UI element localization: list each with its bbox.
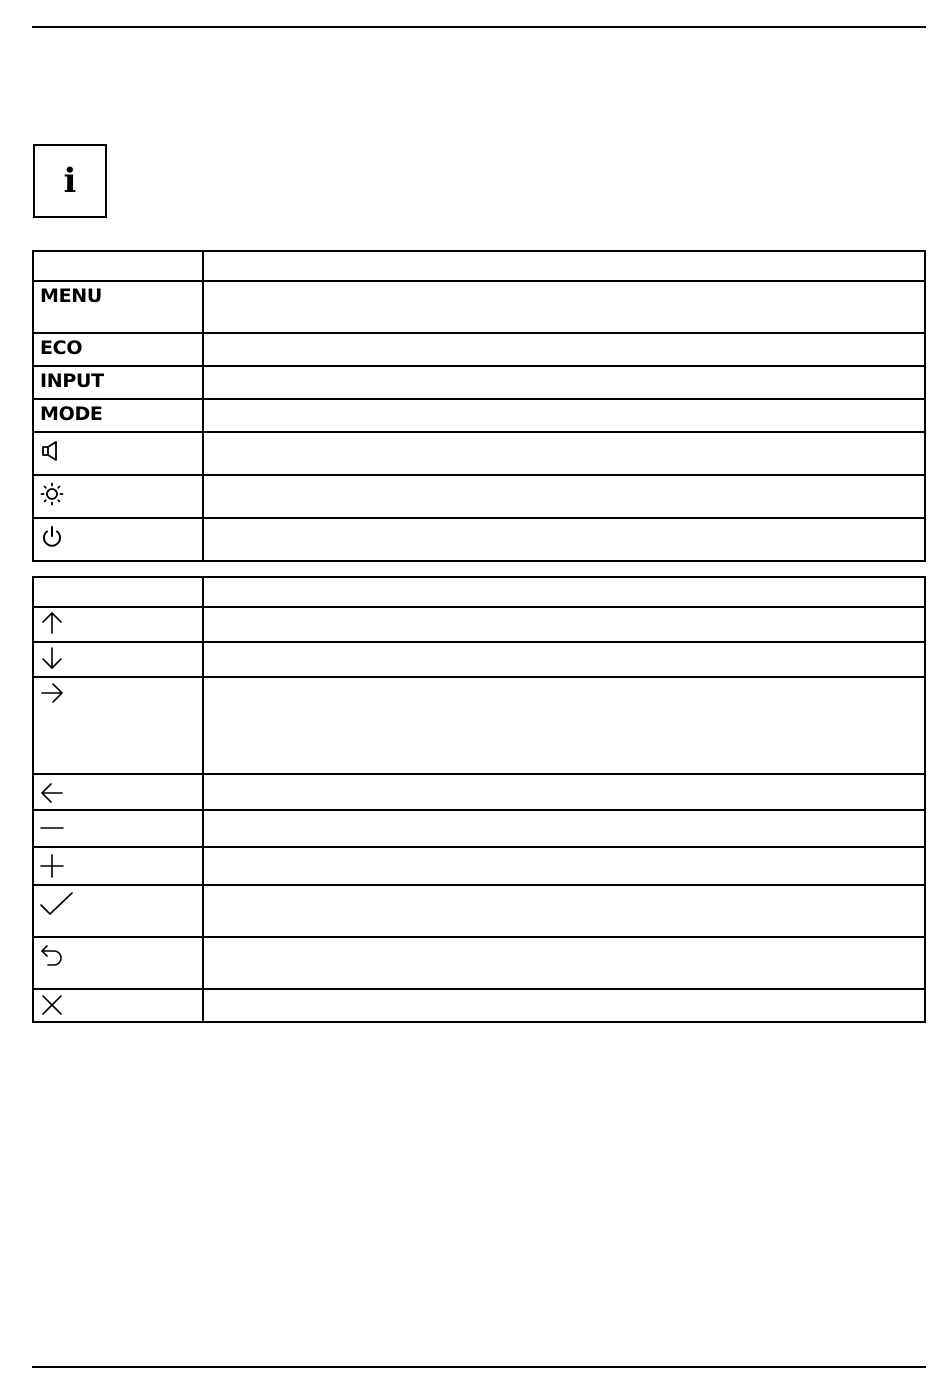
table-row	[33, 677, 925, 774]
input-button-label: INPUT	[40, 370, 104, 392]
description-cell	[203, 475, 925, 518]
table-row	[33, 281, 925, 333]
description-cell	[203, 281, 925, 333]
key-cell	[33, 333, 203, 366]
key-cell	[33, 885, 203, 937]
description-cell	[203, 937, 925, 989]
key-cell	[33, 847, 203, 885]
table-header-row	[33, 251, 925, 281]
brightness-icon	[40, 482, 64, 506]
return-icon	[40, 944, 64, 968]
table-row	[33, 847, 925, 885]
description-cell	[203, 885, 925, 937]
key-cell	[33, 475, 203, 518]
table-row	[33, 399, 925, 432]
table-row	[33, 366, 925, 399]
power-icon	[40, 525, 64, 549]
table-row	[33, 518, 925, 561]
menu-button-label: MENU	[40, 285, 103, 307]
minus-icon	[40, 817, 64, 841]
header-cell-key	[33, 577, 203, 607]
description-cell	[203, 642, 925, 677]
description-cell	[203, 677, 925, 774]
info-symbol: i	[63, 161, 77, 201]
key-cell	[33, 366, 203, 399]
header-cell-description	[203, 577, 925, 607]
table-header-row	[33, 577, 925, 607]
arrow-right-icon	[40, 681, 64, 705]
eco-button-label: ECO	[40, 337, 83, 359]
table-row	[33, 774, 925, 810]
buttons-table	[32, 250, 926, 562]
key-cell	[33, 937, 203, 989]
table-row	[33, 989, 925, 1022]
table-row	[33, 885, 925, 937]
description-cell	[203, 774, 925, 810]
bottom-rule	[32, 1366, 926, 1368]
key-cell	[33, 607, 203, 642]
table-row	[33, 810, 925, 847]
top-rule	[32, 26, 926, 28]
description-cell	[203, 366, 925, 399]
key-cell	[33, 432, 203, 475]
key-cell	[33, 810, 203, 847]
close-icon	[40, 993, 64, 1017]
description-cell	[203, 847, 925, 885]
header-cell-description	[203, 251, 925, 281]
key-cell	[33, 518, 203, 561]
key-cell	[33, 281, 203, 333]
table-row	[33, 475, 925, 518]
description-cell	[203, 518, 925, 561]
arrow-left-icon	[40, 781, 64, 805]
speaker-icon	[40, 439, 64, 463]
description-cell	[203, 399, 925, 432]
plus-icon	[40, 854, 64, 878]
key-cell	[33, 677, 203, 774]
description-cell	[203, 333, 925, 366]
info-icon	[33, 144, 107, 218]
description-cell	[203, 810, 925, 847]
description-cell	[203, 607, 925, 642]
key-cell	[33, 774, 203, 810]
mode-button-label: MODE	[40, 403, 103, 425]
table-row	[33, 642, 925, 677]
table-row	[33, 333, 925, 366]
key-cell	[33, 399, 203, 432]
arrow-down-icon	[40, 646, 64, 670]
description-cell	[203, 432, 925, 475]
checkmark-icon	[40, 892, 74, 916]
header-cell-key	[33, 251, 203, 281]
description-cell	[203, 989, 925, 1022]
key-cell	[33, 989, 203, 1022]
symbols-table	[32, 576, 926, 1023]
arrow-up-icon	[40, 611, 64, 635]
table-row	[33, 607, 925, 642]
table-row	[33, 937, 925, 989]
table-row	[33, 432, 925, 475]
key-cell	[33, 642, 203, 677]
